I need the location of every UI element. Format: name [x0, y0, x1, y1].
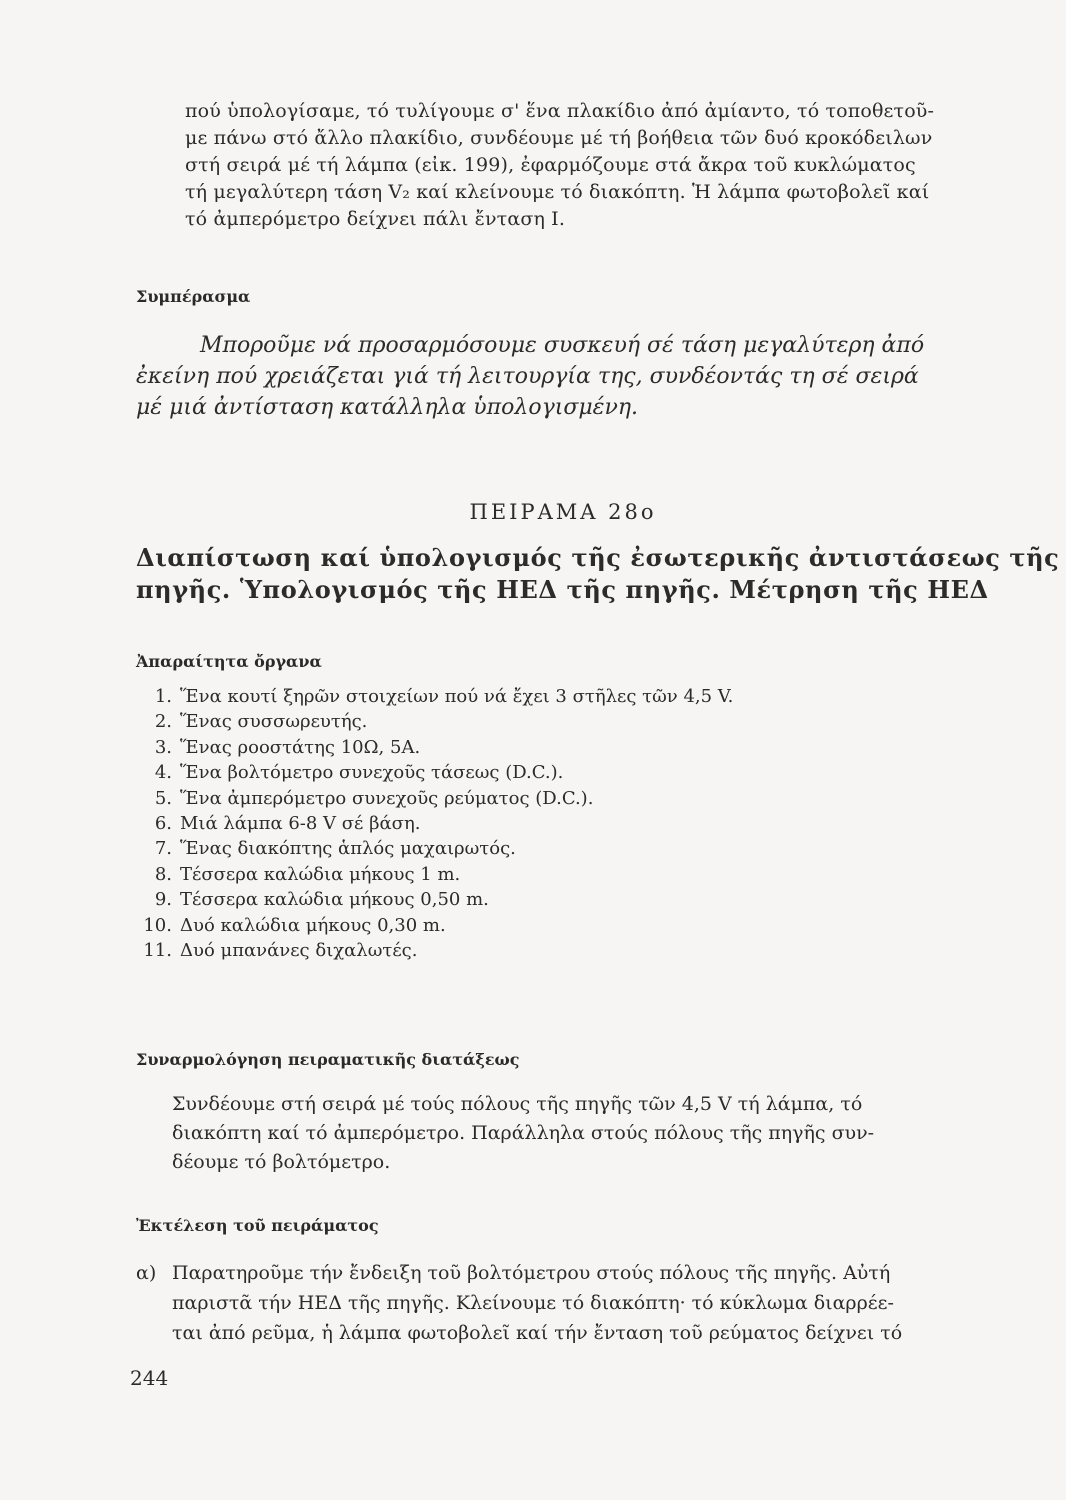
- page-number: 244: [130, 1366, 169, 1390]
- item-number: 1.: [154, 686, 172, 707]
- item-text: Τέσσερα καλώδια μήκους 1 m.: [180, 863, 461, 885]
- execution-marker: α): [136, 1262, 157, 1284]
- list-item: [140, 684, 733, 709]
- list-item: [140, 709, 733, 734]
- conclusion-line: Μποροῦμε νά προσαρμόσουμε συσκευή σέ τάση μεγαλύτερη ἀπό: [200, 333, 925, 358]
- list-item: [140, 862, 733, 887]
- assembly-paragraph: [172, 1090, 972, 1177]
- item-number: 11.: [143, 940, 172, 962]
- conclusion-line: μέ μιά ἀντίσταση κατάλληλα ὑπολογισμένη.: [136, 395, 639, 420]
- item-text: Δυό μπανάνες διχαλωτές.: [180, 940, 418, 962]
- section-title: [136, 542, 1060, 606]
- conclusion-heading: Συμπέρασμα: [136, 287, 251, 306]
- conclusion-text: [136, 330, 976, 423]
- intro-line: τή μεγαλύτερη τάση V₂ καί κλείνουμε τό διακόπτη. Ἡ λάμπα φωτοβολεῖ καί: [185, 181, 930, 203]
- item-text: Δυό καλώδια μήκους 0,30 m.: [180, 914, 446, 936]
- item-number: 7.: [154, 838, 172, 860]
- execution-row: [136, 1258, 976, 1288]
- execution-row: [136, 1288, 976, 1318]
- item-text: Ἕνας συσσωρευτής.: [180, 711, 368, 733]
- intro-line: πού ὑπολογίσαμε, τό τυλίγουμε σ' ἕνα πλακίδιο ἀπό ἀμίαντο, τό τοποθετοῦ-: [185, 100, 935, 122]
- section-title-line: Διαπίστωση καί ὑπολογισμός τῆς ἐσωτερικῆς ἀντιστάσεως τῆς: [136, 543, 1060, 572]
- execution-row: [136, 1318, 976, 1348]
- item-text: Ἕνα ἀμπερόμετρο συνεχοῦς ρεύματος (D.C.).: [180, 787, 594, 809]
- assembly-line: Συνδέουμε στή σειρά μέ τούς πόλους τῆς πηγῆς τῶν 4,5 V τή λάμπα, τό: [172, 1093, 863, 1115]
- section-title-line: πηγῆς. Ὑπολογισμός τῆς ΗΕΔ τῆς πηγῆς. Μέτρηση τῆς ΗΕΔ: [136, 575, 989, 604]
- instruments-heading: Ἀπαραίτητα ὄργανα: [136, 652, 322, 671]
- item-number: 10.: [143, 914, 172, 936]
- item-text: Ἕνας ροοστάτης 10Ω, 5A.: [180, 736, 421, 758]
- execution-line: ται ἀπό ρεῦμα, ἡ λάμπα φωτοβολεῖ καί τήν ἔνταση τοῦ ρεύματος δείχνει τό: [172, 1322, 903, 1344]
- list-item: [140, 735, 733, 760]
- list-item: [140, 786, 733, 811]
- item-number: 9.: [154, 889, 172, 911]
- instruments-list: [140, 684, 733, 963]
- assembly-heading: Συναρμολόγηση πειραματικῆς διατάξεως: [136, 1050, 520, 1069]
- item-text: Ἕνα κουτί ξηρῶν στοιχείων πού νά ἔχει 3 στῆλες τῶν 4,5 V.: [180, 686, 734, 707]
- execution-heading: Ἐκτέλεση τοῦ πειράματος: [136, 1216, 379, 1235]
- assembly-line: διακόπτη καί τό ἀμπερόμετρο. Παράλληλα στούς πόλους τῆς πηγῆς συν-: [172, 1122, 875, 1144]
- list-item: [140, 760, 733, 785]
- item-text: Τέσσερα καλώδια μήκους 0,50 m.: [180, 889, 489, 911]
- execution-line: Παρατηροῦμε τήν ἔνδειξη τοῦ βολτόμετρου στούς πόλους τῆς πηγῆς. Αὐτή: [172, 1262, 891, 1284]
- item-number: 6.: [154, 813, 172, 835]
- intro-line: στή σειρά μέ τή λάμπα (εἰκ. 199), ἐφαρμόζουμε στά ἄκρα τοῦ κυκλώματος: [185, 154, 916, 176]
- list-item: [140, 811, 733, 836]
- execution-paragraph: [136, 1258, 976, 1348]
- list-item: [140, 913, 733, 938]
- item-text: Ἕνας διακόπτης ἁπλός μαχαιρωτός.: [180, 838, 516, 860]
- list-item: [140, 887, 733, 912]
- item-number: 3.: [154, 736, 172, 758]
- item-text: Ἕνα βολτόμετρο συνεχοῦς τάσεως (D.C.).: [180, 762, 564, 784]
- item-number: 4.: [154, 762, 172, 784]
- item-number: 5.: [154, 787, 172, 809]
- execution-line: παριστᾶ τήν ΗΕΔ τῆς πηγῆς. Κλείνουμε τό διακόπτη· τό κύκλωμα διαρρέε-: [172, 1292, 894, 1314]
- item-number: 2.: [154, 711, 172, 733]
- conclusion-line: ἐκείνη πού χρειάζεται γιά τή λειτουργία της, συνδέοντάς τη σέ σειρά: [136, 364, 919, 389]
- item-text: Μιά λάμπα 6-8 V σέ βάση.: [180, 813, 421, 835]
- list-item: [140, 938, 733, 963]
- assembly-line: δέουμε τό βολτόμετρο.: [172, 1151, 391, 1173]
- intro-line: με πάνω στό ἄλλο πλακίδιο, συνδέουμε μέ τή βοήθεια τῶν δυό κροκόδειλων: [185, 127, 933, 149]
- intro-paragraph: [185, 98, 965, 233]
- experiment-title: ΠΕΙΡΑΜΑ 28ο: [469, 500, 657, 524]
- item-number: 8.: [154, 863, 172, 885]
- list-item: [140, 836, 733, 861]
- intro-line: τό ἀμπερόμετρο δείχνει πάλι ἔνταση I.: [185, 208, 566, 230]
